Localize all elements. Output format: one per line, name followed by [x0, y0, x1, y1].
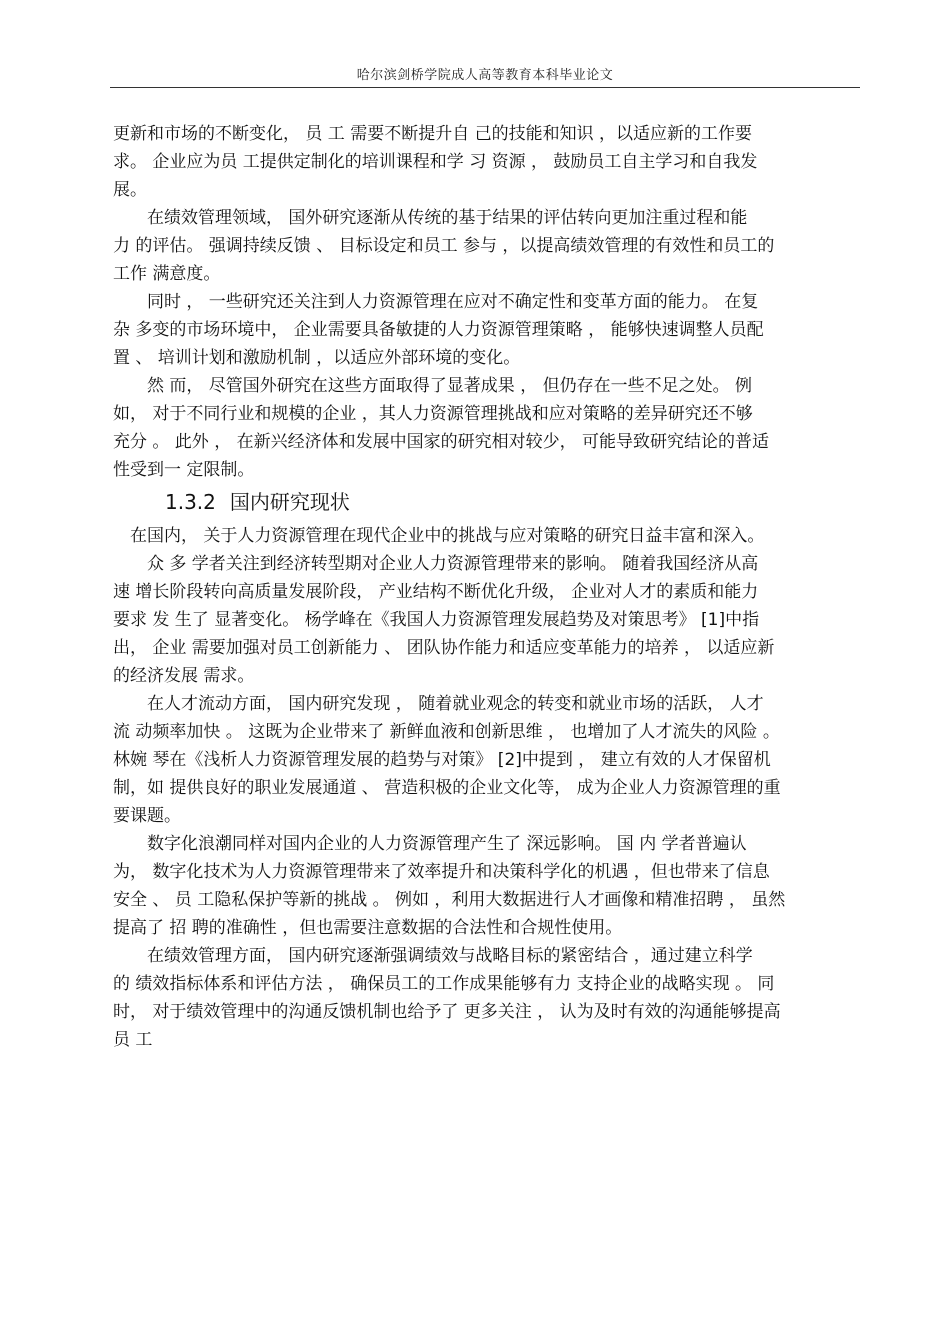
text-line: 众 多 学者关注到经济转型期对企业人力资源管理带来的影响。 随着我国经济从高	[113, 554, 759, 574]
text-line: 同时 ， 一些研究还关注到人力资源管理在应对不确定性和变革方面的能力。 在复	[113, 292, 759, 312]
text-line: 数字化浪潮同样对国内企业的人力资源管理产生了 深远影响。 国 内 学者普遍认	[113, 834, 747, 854]
text-line: 工作 满意度。	[113, 264, 221, 284]
text-line: 要课题。	[113, 806, 181, 826]
text-line: 安全 、 员 工隐私保护等新的挑战 。 例如 ，利用大数据进行人才画像和精准招聘 ， 虽然	[113, 890, 786, 910]
text-line: 的 绩效指标体系和评估方法 ， 确保员工的工作成果能够有力 支持企业的战略实现 。 同	[113, 974, 775, 994]
paragraph	[113, 942, 861, 1054]
section-number: 1.3.2	[165, 490, 216, 514]
text-line: 如， 对于不同行业和规模的企业 ，其人力资源管理挑战和应对策略的差异研究还不够	[113, 404, 753, 424]
text-line: 杂 多变的市场环境中， 企业需要具备敏捷的人力资源管理策略 ， 能够快速调整人员配	[113, 320, 764, 340]
text-line: 为， 数字化技术为人力资源管理带来了效率提升和决策科学化的机遇 ，但也带来了信息	[113, 862, 770, 882]
section-heading	[165, 486, 861, 520]
text-line: 然 而， 尽管国外研究在这些方面取得了显著成果 ， 但仍存在一些不足之处。 例	[113, 376, 753, 396]
text-line: 制，如 提供良好的职业发展通道 、 营造积极的企业文化等， 成为企业人力资源管理的重	[113, 778, 781, 798]
paragraphs-before-section	[113, 120, 861, 484]
text-line: 力 的评估。 强调持续反馈 、 目标设定和员工 参与 ，以提高绩效管理的有效性和员工的	[113, 236, 775, 256]
paragraph	[113, 204, 861, 288]
text-line: 要求 发 生了 显著变化。 杨学峰在《我国人力资源管理发展趋势及对策思考》 [1]中指	[113, 610, 760, 630]
text-line: 林婉 琴在《浅析人力资源管理发展的趋势与对策》 [2]中提到 ， 建立有效的人才保留机	[113, 750, 771, 770]
header-divider	[110, 87, 860, 88]
text-line: 出， 企业 需要加强对员工创新能力 、 团队协作能力和适应变革能力的培养 ， 以适应新	[113, 638, 775, 658]
text-line: 充分 。 此外 ， 在新兴经济体和发展中国家的研究相对较少， 可能导致研究结论的普适	[113, 432, 770, 452]
text-line: 置 、 培训计划和激励机制 ，以适应外部环境的变化。	[113, 348, 521, 368]
text-line: 更新和市场的不断变化， 员 工 需要不断提升自 己的技能和知识 ，以适应新的工作要	[113, 124, 753, 144]
text-line: 时， 对于绩效管理中的沟通反馈机制也给予了 更多关注 ， 认为及时有效的沟通能够提高	[113, 1002, 781, 1022]
text-line: 的经济发展 需求。	[113, 666, 255, 686]
text-line: 提高了 招 聘的准确性 ，但也需要注意数据的合法性和合规性使用。	[113, 918, 623, 938]
paragraph	[113, 288, 861, 372]
paragraph	[113, 690, 861, 830]
paragraph	[113, 830, 861, 942]
text-line: 在绩效管理方面， 国内研究逐渐强调绩效与战略目标的紧密结合 ，通过建立科学	[113, 946, 753, 966]
text-line: 流 动频率加快 。 这既为企业带来了 新鲜血液和创新思维 ， 也增加了人才流失的风险 。	[113, 722, 780, 742]
section-title: 国内研究现状	[229, 490, 350, 514]
page-header-title: 哈尔滨剑桥学院成人高等教育本科毕业论文	[356, 68, 614, 83]
paragraph	[113, 372, 861, 484]
text-line: 在人才流动方面， 国内研究发现 ， 随着就业观念的转变和就业市场的活跃， 人才	[113, 694, 764, 714]
text-line: 展。	[113, 180, 147, 200]
paragraph	[113, 120, 861, 204]
text-line: 在国内， 关于人力资源管理在现代企业中的挑战与应对策略的研究日益丰富和深入。	[113, 526, 765, 546]
paragraph	[113, 550, 861, 690]
document-body	[113, 120, 861, 1054]
text-line: 在绩效管理领域， 国外研究逐渐从传统的基于结果的评估转向更加注重过程和能	[113, 208, 748, 228]
text-line: 员 工	[113, 1030, 153, 1050]
text-line: 速 增长阶段转向高质量发展阶段， 产业结构不断优化升级， 企业对人才的素质和能力	[113, 582, 759, 602]
paragraphs-after-section	[113, 522, 861, 1054]
text-line: 性受到一 定限制。	[113, 460, 255, 480]
paragraph	[113, 522, 861, 550]
text-line: 求。 企业应为员 工提供定制化的培训课程和学 习 资源 ， 鼓励员工自主学习和自我发	[113, 152, 758, 172]
